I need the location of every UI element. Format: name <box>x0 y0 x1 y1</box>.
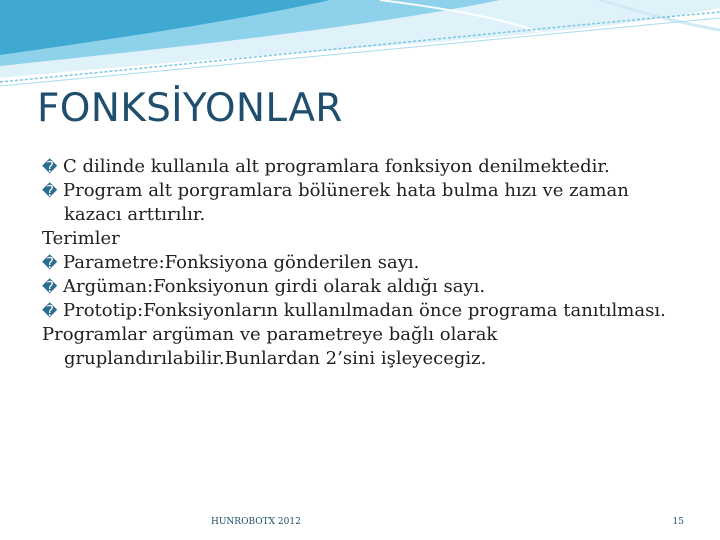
page-number: 15 <box>672 517 684 527</box>
bullet-glyph-icon: � <box>42 158 58 176</box>
bullet-text: C dilinde kullanıla alt programlara fonksiyon denilmektedir. <box>63 156 610 177</box>
bullet-text: Parametre:Fonksiyona gönderilen sayı. <box>63 252 420 273</box>
plain-paragraph <box>42 323 682 371</box>
bullet-glyph-icon: � <box>42 254 58 272</box>
slide-title: FONKSİYONLAR <box>37 86 343 131</box>
bullet-glyph-icon: � <box>42 182 58 200</box>
paragraph-text: Programlar argüman ve parametreye bağlı olarak gruplandırılabilir.Bunlardan 2’sini işleyecegiz. <box>42 324 498 369</box>
header-wave-decoration <box>0 0 720 90</box>
slide-body <box>42 155 682 371</box>
bullet-text: Argüman:Fonksiyonun girdi olarak aldığı sayı. <box>63 276 486 297</box>
paragraph-text: Terimler <box>42 228 120 249</box>
plain-paragraph <box>42 227 682 251</box>
footer-author: HUNROBOTX 2012 <box>211 517 301 527</box>
bullet-glyph-icon: � <box>42 278 58 296</box>
bullet-text: Program alt porgramlara bölünerek hata bulma hızı ve zaman kazacı arttırılır. <box>63 180 629 225</box>
bullet-item <box>42 155 682 179</box>
bullet-item <box>42 275 682 299</box>
bullet-text: Prototip:Fonksiyonların kullanılmadan önce programa tanıtılması. <box>63 300 666 321</box>
bullet-item <box>42 299 682 323</box>
bullet-glyph-icon: � <box>42 302 58 320</box>
bullet-item <box>42 179 682 227</box>
bullet-item <box>42 251 682 275</box>
